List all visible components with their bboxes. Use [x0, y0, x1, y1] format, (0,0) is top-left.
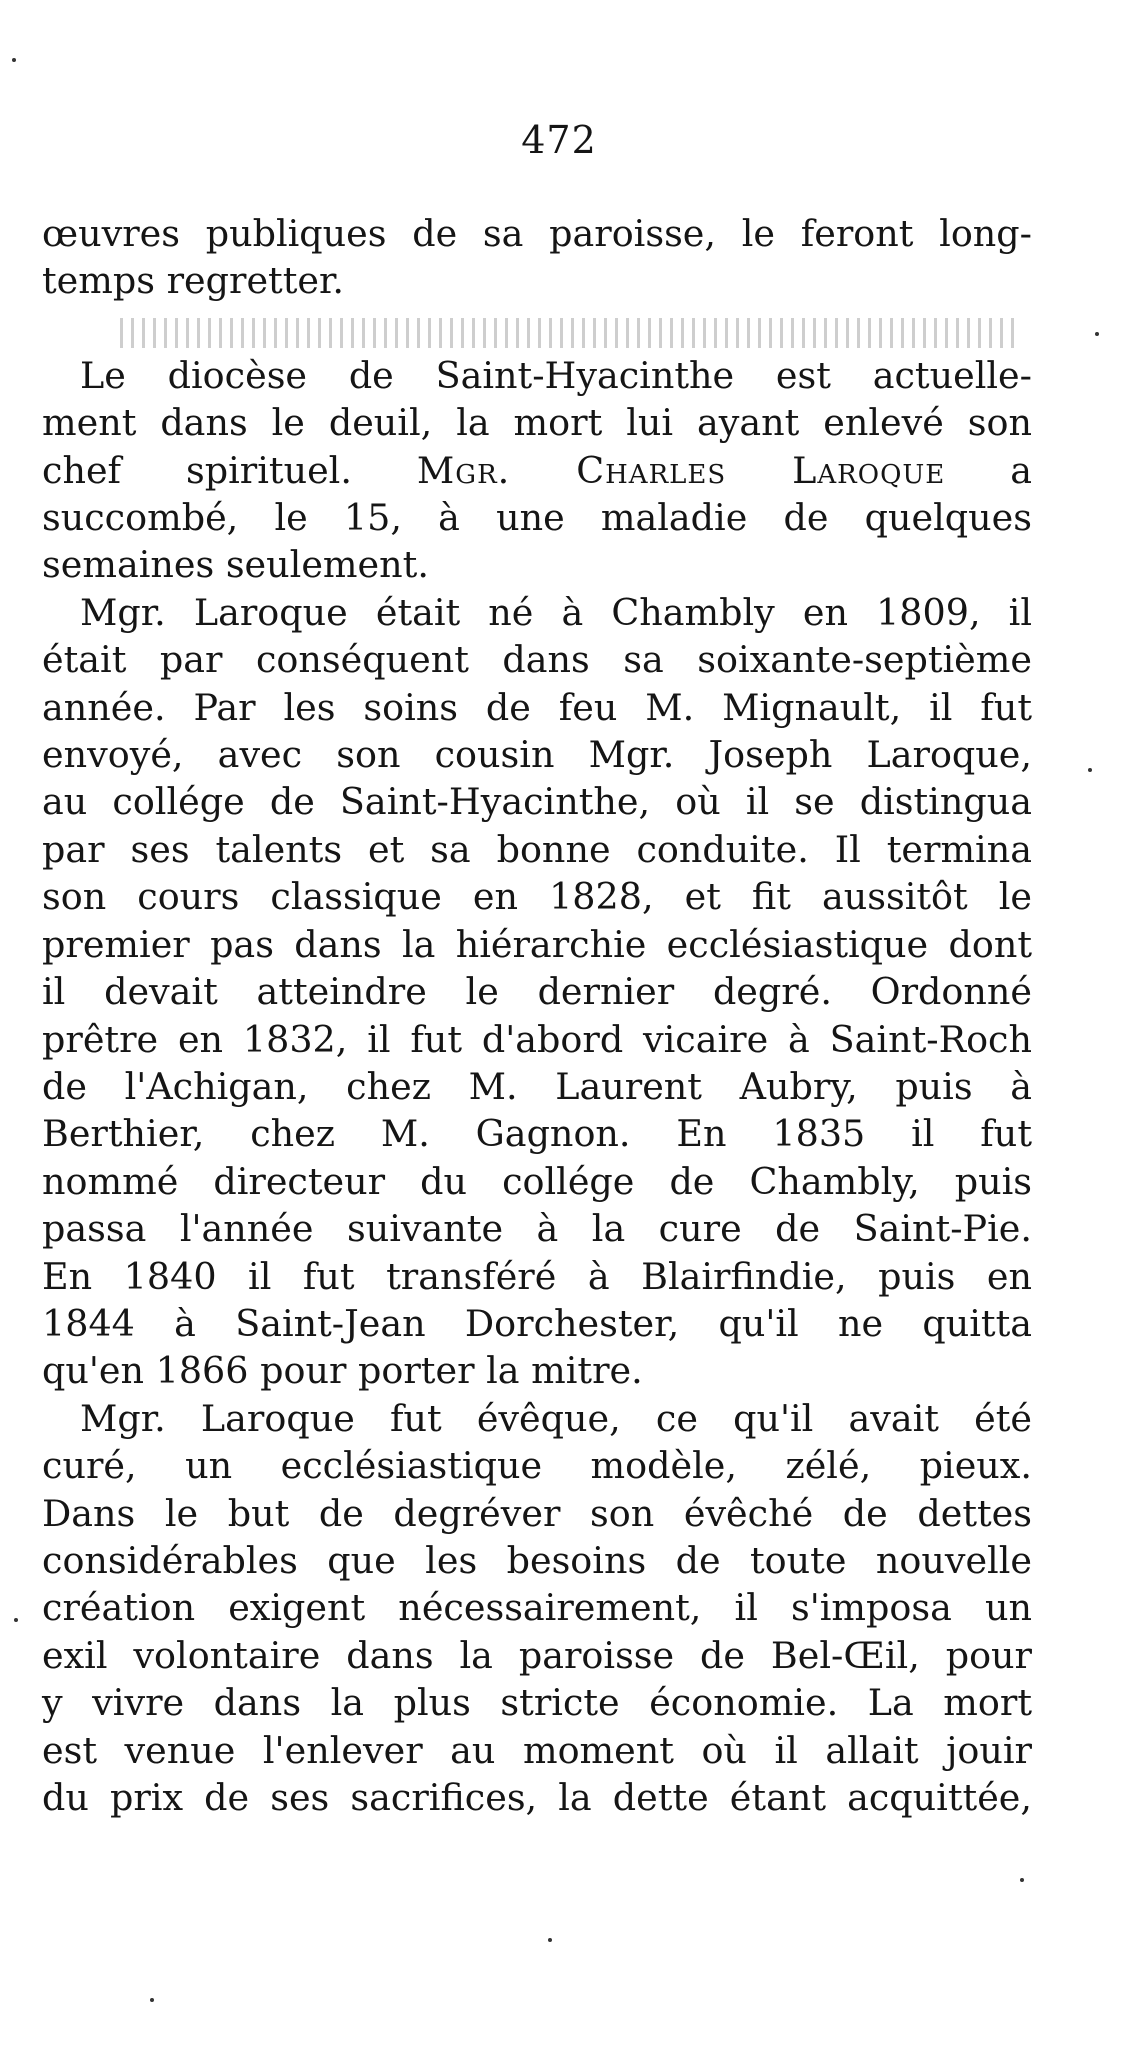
- text-line: Dans le but de degréver son évêché de dettes: [42, 1491, 1032, 1535]
- text-line: succombé, le 15, à une maladie de quelques: [42, 496, 1032, 540]
- text-line: il devait atteindre le dernier degré. Ordonné: [42, 970, 1032, 1014]
- text-line: Mgr. Laroque était né à Chambly en 1809, il: [80, 590, 1032, 634]
- text-line: ment dans le deuil, la mort lui ayant enlevé son: [42, 401, 1032, 445]
- text-line: temps regretter.: [42, 259, 345, 303]
- text-line: son cours classique en 1828, et fit aussitôt le: [42, 875, 1032, 919]
- paragraph-gap: [42, 305, 1032, 352]
- text-line: considérables que les besoins de toute nouvelle: [42, 1538, 1032, 1582]
- text-line: Le diocèse de Saint-Hyacinthe est actuelle-: [80, 353, 1032, 397]
- body-text: [42, 210, 1032, 1821]
- text-line-with-name: [42, 447, 1032, 494]
- scan-speck: [14, 1618, 18, 1622]
- text-line: de l'Achigan, chez M. Laurent Aubry, puis à: [42, 1064, 1032, 1108]
- page-number: 472: [521, 118, 597, 162]
- text-line: prêtre en 1832, il fut d'abord vicaire à Saint-Roch: [42, 1017, 1032, 1061]
- scan-speck: [548, 1938, 552, 1942]
- scan-speck: [1095, 332, 1099, 336]
- text-line: exil volontaire dans la paroisse de Bel-Œil, pour: [42, 1633, 1032, 1677]
- text-line: est venue l'enlever au moment où il allait jouir: [42, 1728, 1032, 1772]
- text-line: Berthier, chez M. Gagnon. En 1835 il fut: [42, 1112, 1032, 1156]
- text-line: envoyé, avec son cousin Mgr. Joseph Laroque,: [42, 733, 1032, 777]
- text-line: par ses talents et sa bonne conduite. Il termina: [42, 827, 1032, 871]
- text-line: En 1840 il fut transféré à Blairfindie, puis en: [42, 1254, 1032, 1298]
- text-line: premier pas dans la hiérarchie ecclésiastique dont: [42, 922, 1032, 966]
- bishop-name-smallcaps: Mgr. Charles Laroque: [416, 448, 946, 492]
- text-line: du prix de ses sacrifices, la dette étant acquittée,: [42, 1776, 1032, 1819]
- scan-speck: [1020, 1878, 1024, 1882]
- text-line: y vivre dans la plus stricte économie. La mort: [42, 1681, 1032, 1725]
- text-line: au collége de Saint-Hyacinthe, où il se distingua: [42, 780, 1032, 824]
- text-line: semaines seulement.: [42, 543, 429, 587]
- text-line: passa l'année suivante à la cure de Saint-Pie.: [42, 1207, 1032, 1251]
- scan-speck: [12, 58, 16, 62]
- text-line: année. Par les soins de feu M. Mignault, il fut: [42, 685, 1032, 729]
- text-fragment: chef spirituel.: [42, 448, 352, 492]
- text-line: curé, un ecclésiastique modèle, zélé, pieux.: [42, 1444, 1032, 1488]
- text-line: qu'en 1866 pour porter la mitre.: [42, 1349, 643, 1393]
- scan-speck: [150, 1998, 154, 2002]
- text-line: 1844 à Saint-Jean Dorchester, qu'il ne quitta: [42, 1301, 1032, 1345]
- text-line: œuvres publiques de sa paroisse, le feront long-: [42, 212, 1032, 255]
- text-fragment: a: [1010, 448, 1032, 492]
- scan-speck: [1088, 768, 1092, 772]
- text-line: Mgr. Laroque fut évêque, ce qu'il avait été: [80, 1396, 1032, 1440]
- text-line: nommé directeur du collége de Chambly, puis: [42, 1159, 1032, 1203]
- text-line: création exigent nécessairement, il s'imposa un: [42, 1586, 1032, 1630]
- text-line: était par conséquent dans sa soixante-septième: [42, 638, 1032, 682]
